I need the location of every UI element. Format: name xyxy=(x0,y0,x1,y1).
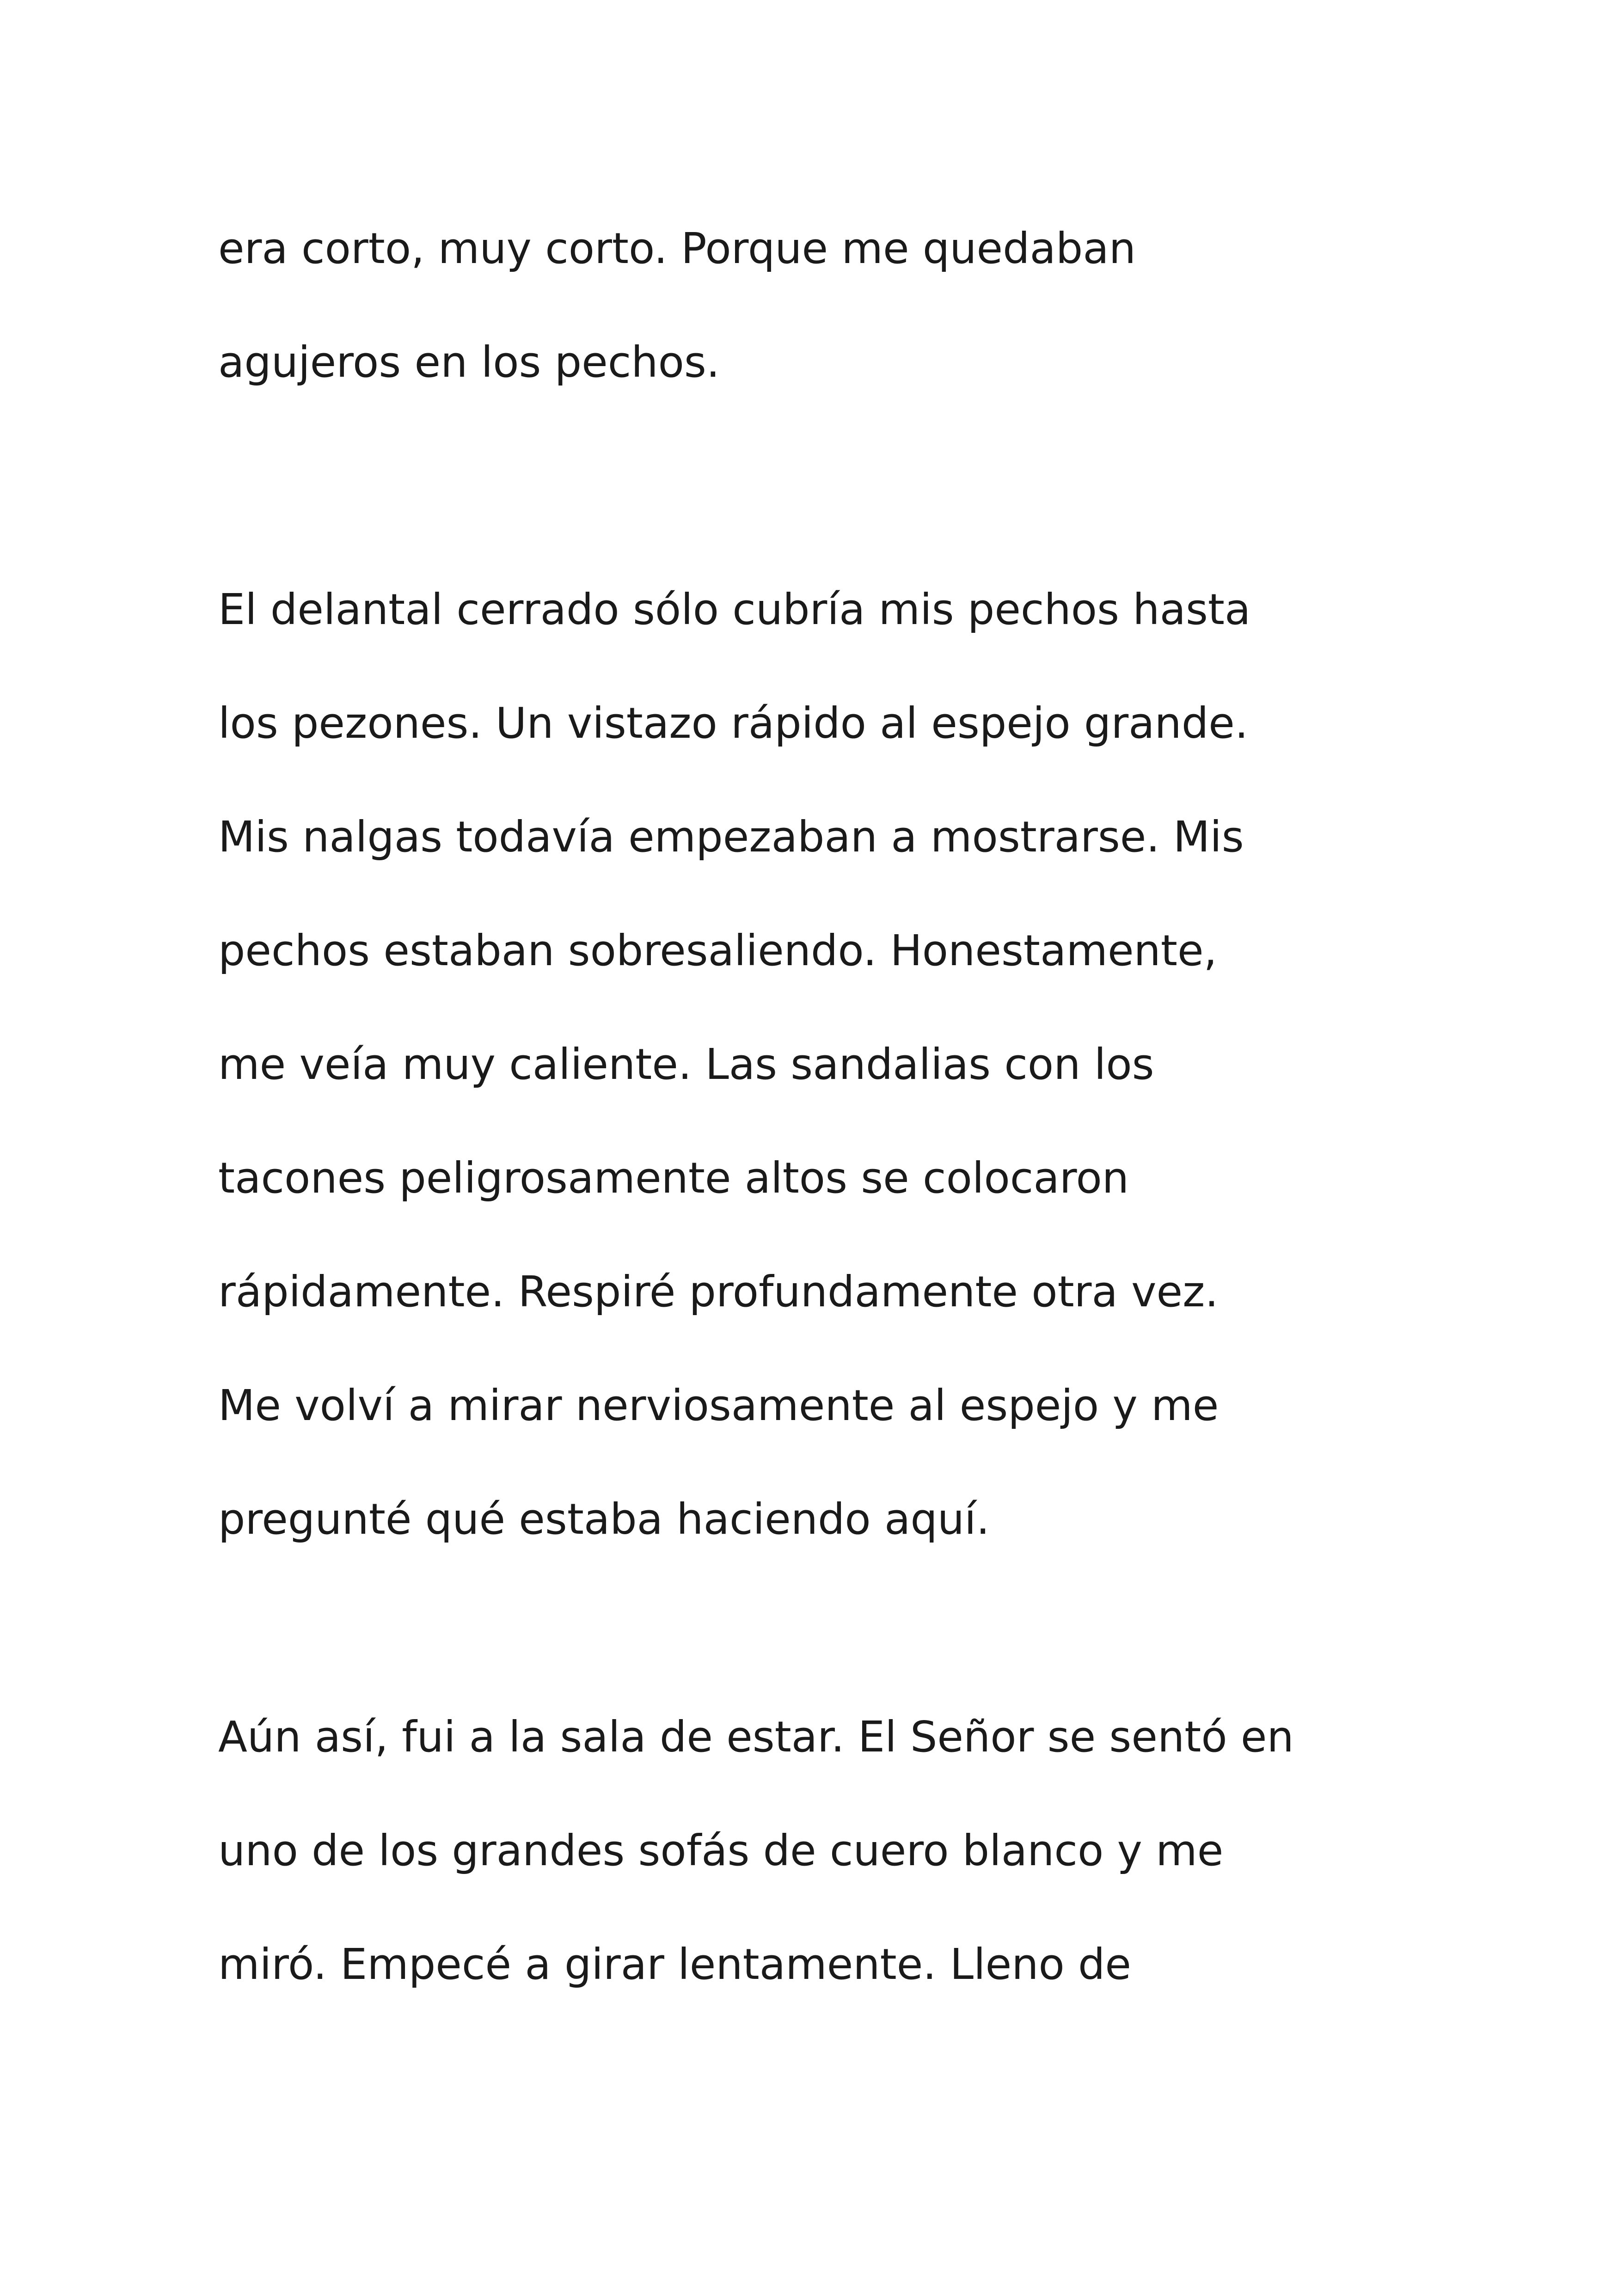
text-line: uno de los grandes sofás de cuero blanco y me xyxy=(218,1826,1224,1875)
text-line: El delantal cerrado sólo cubría mis pechos hasta xyxy=(218,585,1251,634)
text-line: rápidamente. Respiré profundamente otra vez. xyxy=(218,1267,1219,1316)
text-line: era corto, muy corto. Porque me quedaban xyxy=(218,224,1136,273)
text-line: Mis nalgas todavía empezaban a mostrarse. Mis xyxy=(218,812,1244,862)
text-line: los pezones. Un vistazo rápido al espejo grande. xyxy=(218,698,1249,748)
text-line: Aún así, fui a la sala de estar. El Señor se sentó en xyxy=(218,1712,1294,1762)
text-line: agujeros en los pechos. xyxy=(218,337,720,387)
text-line: tacones peligrosamente altos se colocaron xyxy=(218,1153,1129,1203)
text-line: me veía muy caliente. Las sandalias con los xyxy=(218,1040,1154,1089)
text-line: pregunté qué estaba haciendo aquí. xyxy=(218,1494,990,1544)
text-line: pechos estaban sobresaliendo. Honestamente, xyxy=(218,926,1217,975)
text-line: Me volví a mirar nerviosamente al espejo y me xyxy=(218,1381,1219,1430)
text-line: miró. Empecé a girar lentamente. Lleno de xyxy=(218,1940,1132,1989)
